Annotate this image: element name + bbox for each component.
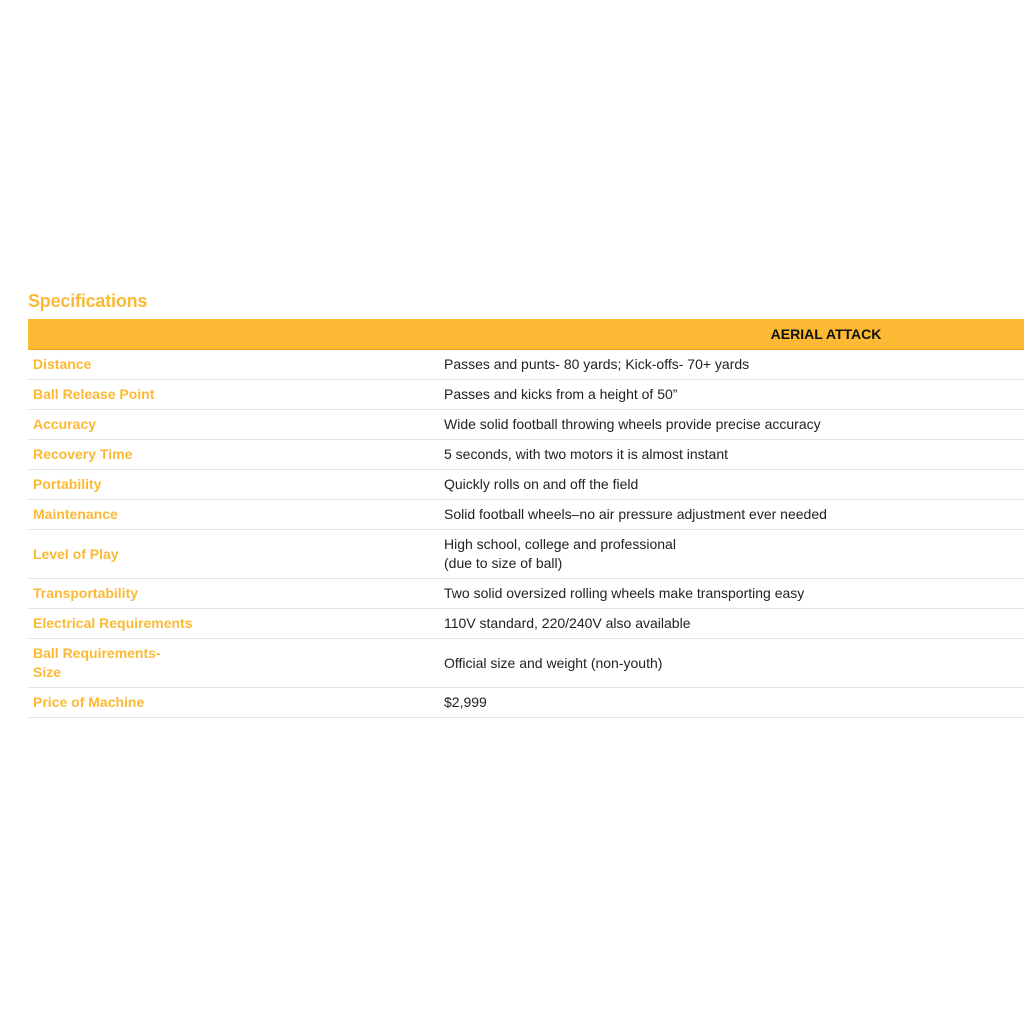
spec-value: Passes and kicks from a height of 50”	[439, 380, 1024, 410]
spec-value-line: (due to size of ball)	[444, 555, 563, 571]
spec-label: Level of Play	[28, 530, 439, 579]
spec-label: Ball Release Point	[28, 380, 439, 410]
spec-label	[28, 639, 439, 688]
spec-value: Two solid oversized rolling wheels make transporting easy	[439, 579, 1024, 609]
spec-value: Wide solid football throwing wheels provide precise accuracy	[439, 410, 1024, 440]
header-product-name: AERIAL ATTACK	[439, 319, 1024, 350]
table-row	[28, 410, 1024, 440]
spec-label: Portability	[28, 470, 439, 500]
spec-label: Accuracy	[28, 410, 439, 440]
table-header-row	[28, 319, 1024, 350]
spec-label-line: Size	[33, 664, 62, 680]
spec-value-line: High school, college and professional	[444, 536, 676, 552]
table-row	[28, 639, 1024, 688]
table-row	[28, 440, 1024, 470]
table-row	[28, 500, 1024, 530]
spec-value	[439, 530, 1024, 579]
table-row	[28, 579, 1024, 609]
section-title: Specifications	[28, 291, 148, 311]
header-label-column	[28, 319, 439, 350]
table-row	[28, 380, 1024, 410]
table-row	[28, 530, 1024, 579]
spec-value: 5 seconds, with two motors it is almost instant	[439, 440, 1024, 470]
spec-value: Official size and weight (non-youth)	[439, 639, 1024, 688]
table-row	[28, 470, 1024, 500]
spec-label: Maintenance	[28, 500, 439, 530]
spec-label: Distance	[28, 350, 439, 380]
spec-value: Passes and punts- 80 yards; Kick-offs- 70+ yards	[439, 350, 1024, 380]
specifications-table	[28, 319, 1024, 718]
spec-label: Transportability	[28, 579, 439, 609]
spec-value: Solid football wheels–no air pressure adjustment ever needed	[439, 500, 1024, 530]
spec-value: $2,999	[439, 688, 1024, 718]
table-row	[28, 688, 1024, 718]
spec-label: Electrical Requirements	[28, 609, 439, 639]
spec-label: Price of Machine	[28, 688, 439, 718]
spec-label-line: Ball Requirements-	[33, 645, 161, 661]
table-row	[28, 609, 1024, 639]
spec-value: 110V standard, 220/240V also available	[439, 609, 1024, 639]
table-row	[28, 350, 1024, 380]
spec-value: Quickly rolls on and off the field	[439, 470, 1024, 500]
spec-label: Recovery Time	[28, 440, 439, 470]
